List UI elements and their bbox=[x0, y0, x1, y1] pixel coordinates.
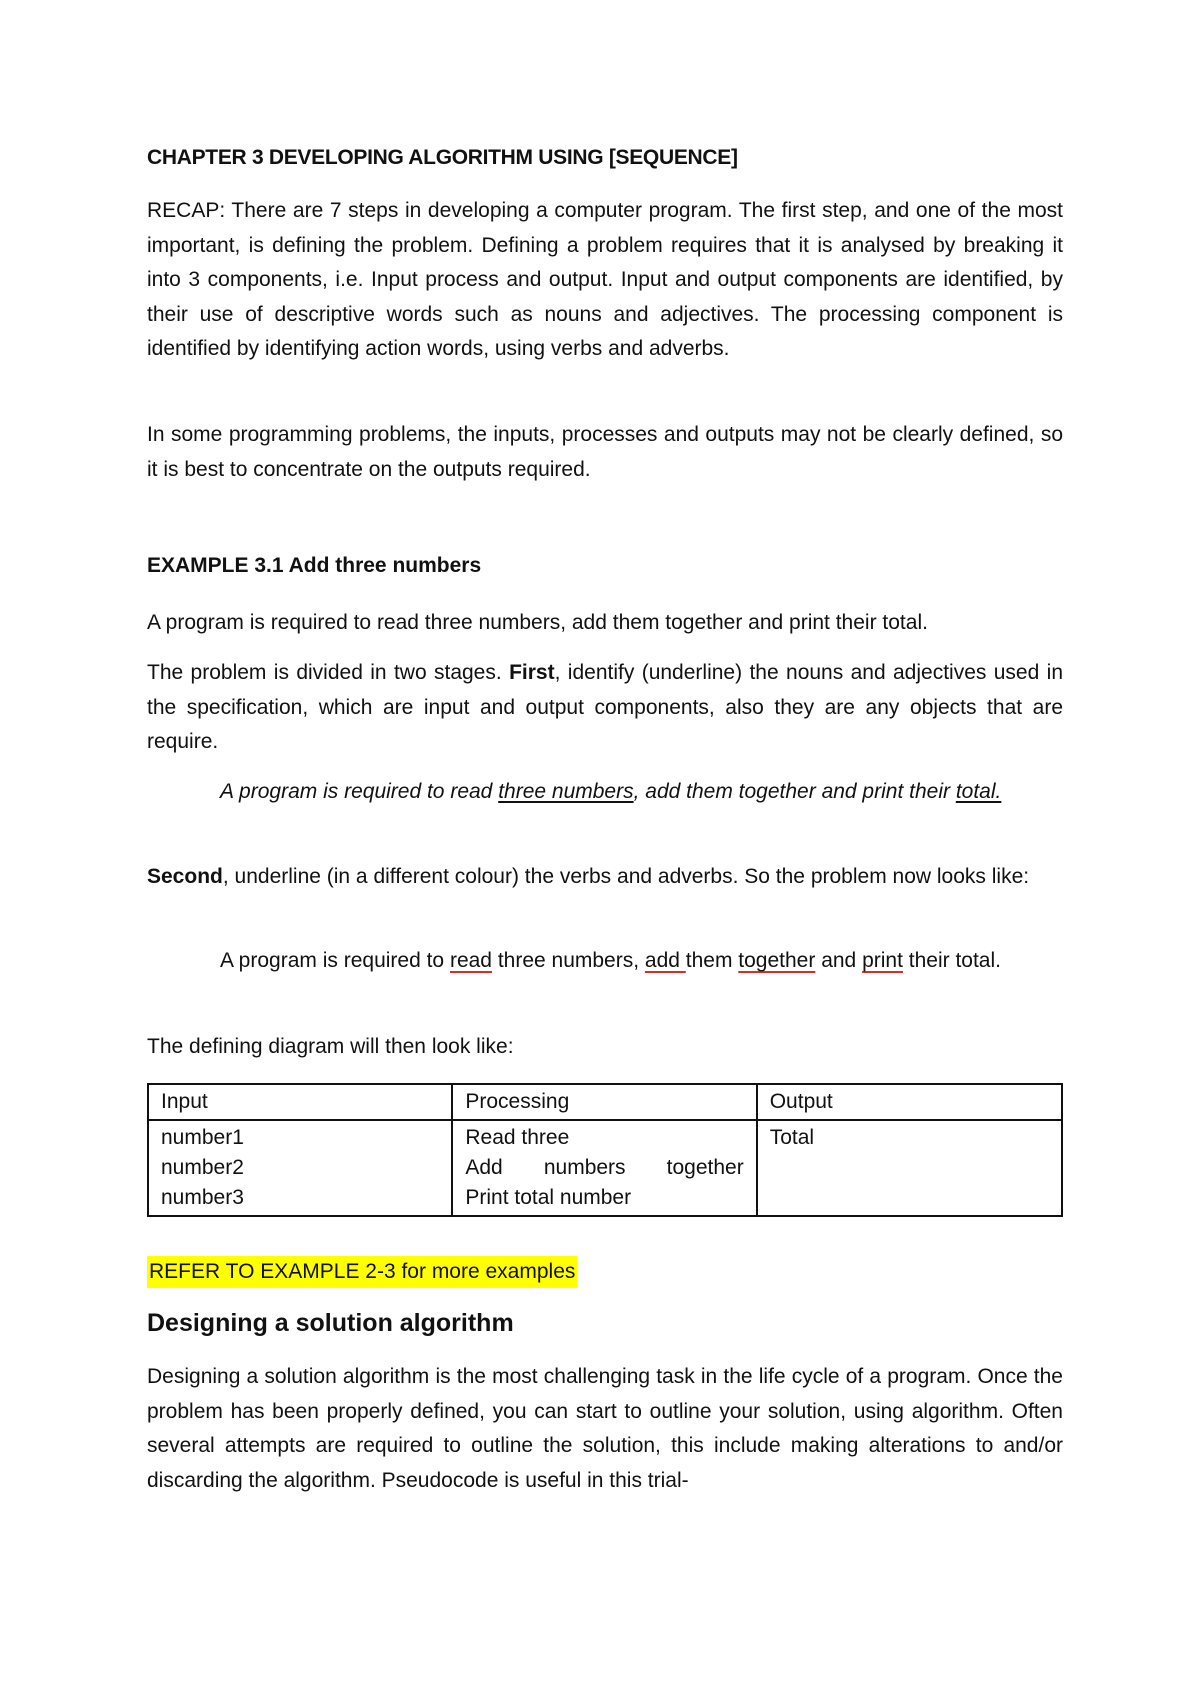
underlined-noun-three-numbers: three numbers bbox=[498, 780, 634, 803]
example-title: EXAMPLE 3.1 Add three numbers bbox=[147, 554, 482, 577]
noun-underlined-spec bbox=[147, 775, 1063, 810]
underlined-verb-print: print bbox=[862, 949, 903, 972]
section-heading: Designing a solution algorithm bbox=[147, 1309, 514, 1337]
input-item: number2 bbox=[161, 1156, 244, 1179]
processing-item: Read three bbox=[465, 1126, 570, 1149]
second-label: Second bbox=[147, 865, 223, 888]
second-stage-text: , underline (in a different colour) the verbs and adverbs. So the problem now looks like: bbox=[222, 865, 1030, 888]
first-stage-paragraph bbox=[147, 656, 1063, 760]
spec-text-a: A program is required to read bbox=[220, 780, 499, 803]
second-stage-paragraph bbox=[147, 860, 1063, 895]
note-paragraph: In some programming problems, the inputs, processes and outputs may not be clearly defined, so it is best to concentrate on the outputs required. bbox=[147, 423, 1063, 481]
recap-paragraph: RECAP: There are 7 steps in developing a computer program. The first step, and one of the most important, is defining the problem. Defining a problem requires that it is analysed by breaking it into 3 components, i.e. Input process and output. Input and output components are identified, by their use of descriptive words such as nouns and adjectives. The processing component is identified by identifying action words, using verbs and adverbs. bbox=[147, 199, 1063, 360]
processing-item: Print total number bbox=[465, 1186, 632, 1209]
input-item: number3 bbox=[161, 1186, 244, 1209]
output-item: Total bbox=[769, 1126, 815, 1149]
processing-item-justified bbox=[465, 1153, 743, 1183]
first-stage-intro: The problem is divided in two stages. bbox=[147, 661, 510, 684]
header-processing: Processing bbox=[452, 1084, 756, 1120]
underlined-verb-add: add bbox=[644, 949, 686, 972]
verb-spec-text-b: three numbers, bbox=[491, 949, 645, 972]
diagram-intro: The defining diagram will then look like: bbox=[147, 1035, 514, 1058]
output-cell bbox=[757, 1120, 1062, 1216]
spec-text-b: , add them together and print their bbox=[633, 780, 956, 803]
processing-word: together bbox=[666, 1156, 744, 1179]
verb-spec-text-c: them bbox=[685, 949, 739, 972]
processing-word: Add bbox=[465, 1156, 503, 1179]
verb-spec-text-d: and bbox=[815, 949, 863, 972]
processing-word: numbers bbox=[543, 1156, 626, 1179]
header-output: Output bbox=[757, 1084, 1062, 1120]
underlined-noun-total: total. bbox=[955, 780, 1002, 803]
first-label: First bbox=[509, 661, 555, 684]
input-item: number1 bbox=[161, 1126, 244, 1149]
chapter-title: CHAPTER 3 DEVELOPING ALGORITHM USING [SEQUENCE] bbox=[147, 146, 738, 169]
input-cell bbox=[148, 1120, 452, 1216]
design-paragraph: Designing a solution algorithm is the most challenging task in the life cycle of a program. Once the problem has been properly defined, you can start to outline your solution, using algorithm. Often several attempts are required to outline the solution, this include making alterations to and/or discarding the algorithm. Pseudocode is useful in this trial- bbox=[147, 1365, 1063, 1492]
verb-underlined-spec bbox=[147, 944, 1063, 979]
table-header-row bbox=[148, 1084, 1062, 1120]
refer-examples-note: REFER TO EXAMPLE 2-3 for more examples bbox=[147, 1256, 577, 1288]
underlined-verb-read: read bbox=[449, 949, 492, 972]
underlined-adverb-together: together bbox=[738, 949, 816, 972]
table-row bbox=[148, 1120, 1062, 1216]
defining-diagram-table bbox=[147, 1083, 1063, 1217]
verb-spec-text-e: their total. bbox=[902, 949, 1001, 972]
example-statement: A program is required to read three numbers, add them together and print their total. bbox=[147, 611, 928, 634]
first-stage-text: , identify (underline) the nouns and adjectives used in the specification, which are input and output components, also they are any objects that are require. bbox=[147, 661, 1063, 753]
verb-spec-text-a: A program is required to bbox=[220, 949, 450, 972]
processing-cell bbox=[452, 1120, 756, 1216]
header-input: Input bbox=[148, 1084, 452, 1120]
